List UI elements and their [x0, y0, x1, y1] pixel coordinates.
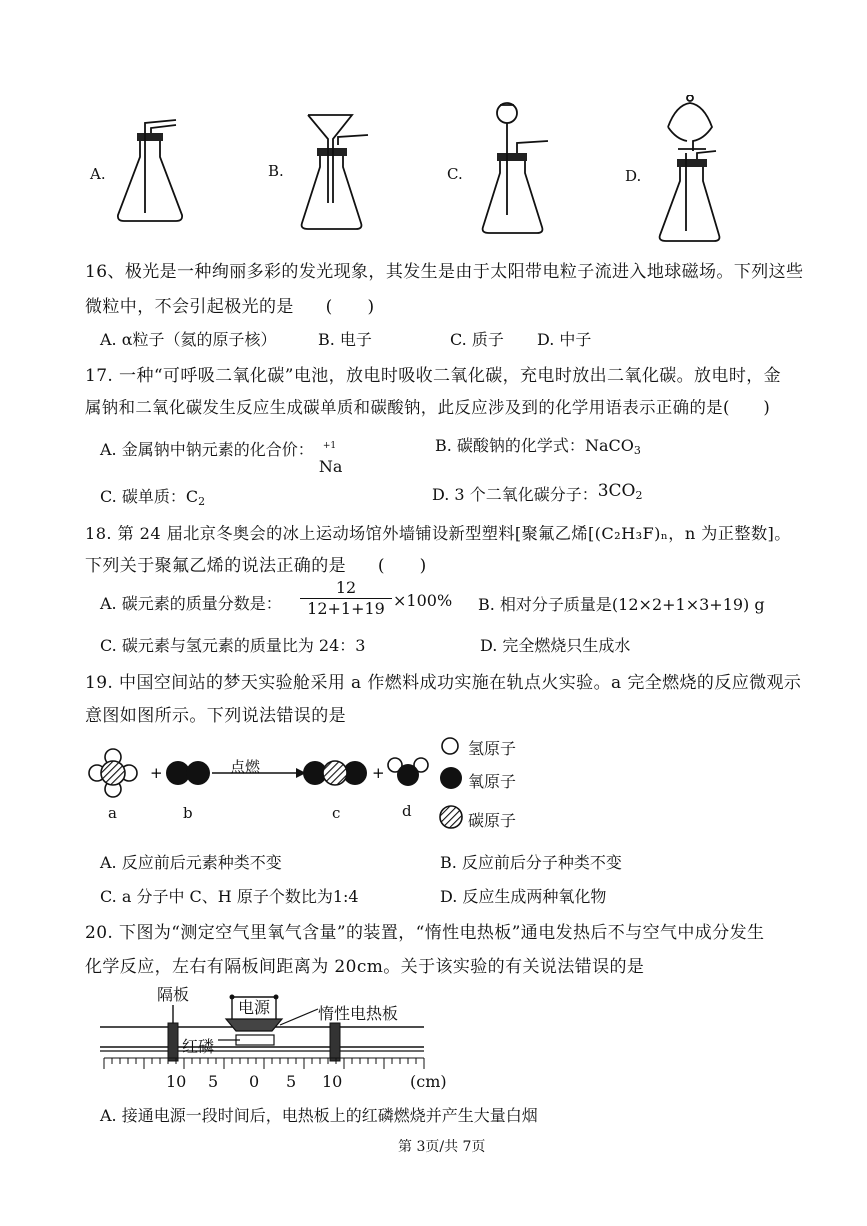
q17-option-d-formula: 3CO — [597, 481, 636, 501]
flask-c — [483, 103, 548, 233]
q18-option-c: C. 碳元素与氢元素的质量比为 24：3 — [100, 636, 366, 655]
q18-fraction-numerator: 12 — [300, 578, 392, 599]
q17-option-a — [100, 437, 343, 476]
q18-fraction-denominator: 12+1+19 — [307, 599, 385, 618]
q18-option-b: B. 相对分子质量是(12×2+1×3+19) g — [478, 595, 765, 614]
plus-sign-1: + — [150, 764, 163, 782]
q18-option-a-text: A. 碳元素的质量分数是： — [100, 594, 282, 613]
partition-left — [168, 1023, 178, 1061]
molecule-d — [388, 758, 428, 786]
plus-sign-2: + — [372, 764, 385, 782]
q17-line2: 属钠和二氧化碳发生反应生成碳单质和碳酸钠，此反应涉及到的化学用语表示正确的是( ) — [85, 398, 771, 417]
legend-hydrogen-icon — [442, 738, 458, 754]
q19-option-c: C. a 分子中 C、H 原子个数比为1:4 — [100, 887, 359, 906]
q17-option-d-text: D. 3 个二氧化碳分子： — [432, 485, 598, 504]
legend-carbon-icon — [440, 806, 462, 828]
molecule-label-b: b — [183, 804, 193, 822]
q17-option-b — [435, 433, 641, 457]
page-footer: 第 3页/共 7页 — [398, 1139, 486, 1155]
arrow-label: 点燃 — [230, 758, 261, 776]
apparatus-tube-diagram — [0, 985, 867, 1075]
ruler-unit: (cm) — [410, 1072, 447, 1091]
q18-stem: 下列关于聚氟乙烯的说法正确的是 — [85, 556, 346, 576]
q17-valence: +1 — [322, 441, 337, 451]
ruler-tick-label: 10 — [166, 1072, 187, 1091]
ruler-tick-label: 5 — [208, 1072, 219, 1091]
q17-option-c-sub: 2 — [198, 495, 206, 508]
q16-line1: 16、极光是一种绚丽多彩的发光现象，其发生是由于太阳带电粒子流进入地球磁场。下列这些 — [85, 262, 804, 282]
legend-carbon-label: 碳原子 — [468, 811, 517, 830]
q17-option-b-text: B. 碳酸钠的化学式： — [435, 436, 585, 455]
q17-option-d — [432, 482, 642, 506]
q16-stem: 微粒中，不会引起极光的是 — [85, 297, 294, 317]
q17-line1: 17. 一种“可呼吸二氧化碳”电池，放电时吸收二氧化碳，充电时放出二氧化碳。放电时，金 — [85, 366, 782, 386]
option-label-a: A. — [90, 165, 106, 183]
partition-right — [330, 1023, 340, 1061]
molecule-c — [303, 761, 367, 785]
molecule-label-c: c — [332, 804, 341, 822]
ruler-tick-label: 5 — [286, 1072, 297, 1091]
q19-option-a: A. 反应前后元素种类不变 — [100, 853, 282, 872]
molecule-label-a: a — [108, 804, 117, 822]
q18-option-a — [100, 591, 282, 614]
q17-option-b-sub: 3 — [633, 444, 641, 457]
ruler — [104, 1058, 424, 1069]
q18-line1: 18. 第 24 届北京冬奥会的冰上运动场馆外墙铺设新型塑料[聚氟乙烯[(C₂H₃F)ₙ，n 为正整数]。 — [85, 524, 791, 543]
flask-b — [302, 115, 368, 229]
q18-line2 — [85, 551, 427, 576]
q16-line2 — [85, 292, 375, 317]
q17-na-symbol: Na — [318, 457, 343, 476]
q17-option-c-text: C. 碳单质：C — [100, 487, 199, 506]
q20-line2: 化学反应，左右有隔板间距离为 20cm。关于该实验的有关说法错误的是 — [85, 957, 645, 977]
q17-option-c — [100, 484, 205, 508]
phosphorus-label: 红磷 — [182, 1037, 215, 1056]
molecule-label-d: d — [402, 802, 412, 820]
q18-option-a-tail: ×100% — [393, 591, 453, 610]
q18-option-d: D. 完全燃烧只生成水 — [480, 636, 631, 655]
q17-option-d-sub: 2 — [635, 489, 643, 502]
q18-fraction — [300, 578, 392, 618]
ruler-tick-label: 0 — [249, 1072, 260, 1091]
option-label-b: B. — [268, 162, 284, 180]
q16-option-d: D. 中子 — [537, 330, 592, 349]
q16-option-b: B. 电子 — [318, 330, 372, 349]
legend-oxygen-icon — [440, 767, 462, 789]
q16-paren: ( ) — [325, 297, 375, 317]
q19-line2: 意图如图所示。下列说法错误的是 — [85, 706, 346, 726]
q16-option-c: C. 质子 — [450, 330, 504, 349]
q19-option-b: B. 反应前后分子种类不变 — [440, 853, 622, 872]
q17-option-b-formula: NaCO — [584, 436, 634, 455]
reaction-diagram — [0, 725, 867, 835]
option-label-d: D. — [625, 167, 642, 185]
q16-option-a: A. α粒子（氦的原子核） — [100, 330, 277, 349]
power-label: 电源 — [238, 998, 271, 1017]
q19-line1: 19. 中国空间站的梦天实验舱采用 a 作燃料成功实施在轨点火实验。a 完全燃烧的反应微观示 — [85, 673, 802, 693]
molecule-b — [166, 761, 210, 785]
q18-paren: ( ) — [377, 556, 427, 576]
apparatus-figures — [0, 95, 867, 255]
option-label-c: C. — [447, 165, 463, 183]
q20-option-a: A. 接通电源一段时间后，电热板上的红磷燃烧并产生大量白烟 — [100, 1106, 538, 1125]
legend-oxygen-label: 氧原子 — [468, 772, 517, 791]
q19-option-d: D. 反应生成两种氧化物 — [440, 887, 607, 906]
molecule-a — [89, 749, 137, 797]
flask-d — [660, 95, 720, 241]
partition-label: 隔板 — [157, 985, 190, 1004]
flask-a — [118, 120, 182, 221]
legend-hydrogen-label: 氢原子 — [468, 739, 517, 758]
q17-option-a-text: A. 金属钠中钠元素的化合价： — [100, 440, 314, 459]
ruler-tick-label: 10 — [322, 1072, 343, 1091]
q20-line1: 20. 下图为“测定空气里氧气含量”的装置，“惰性电热板”通电发热后不与空气中成分发生 — [85, 923, 765, 943]
heater-label: 惰性电热板 — [318, 1004, 399, 1023]
